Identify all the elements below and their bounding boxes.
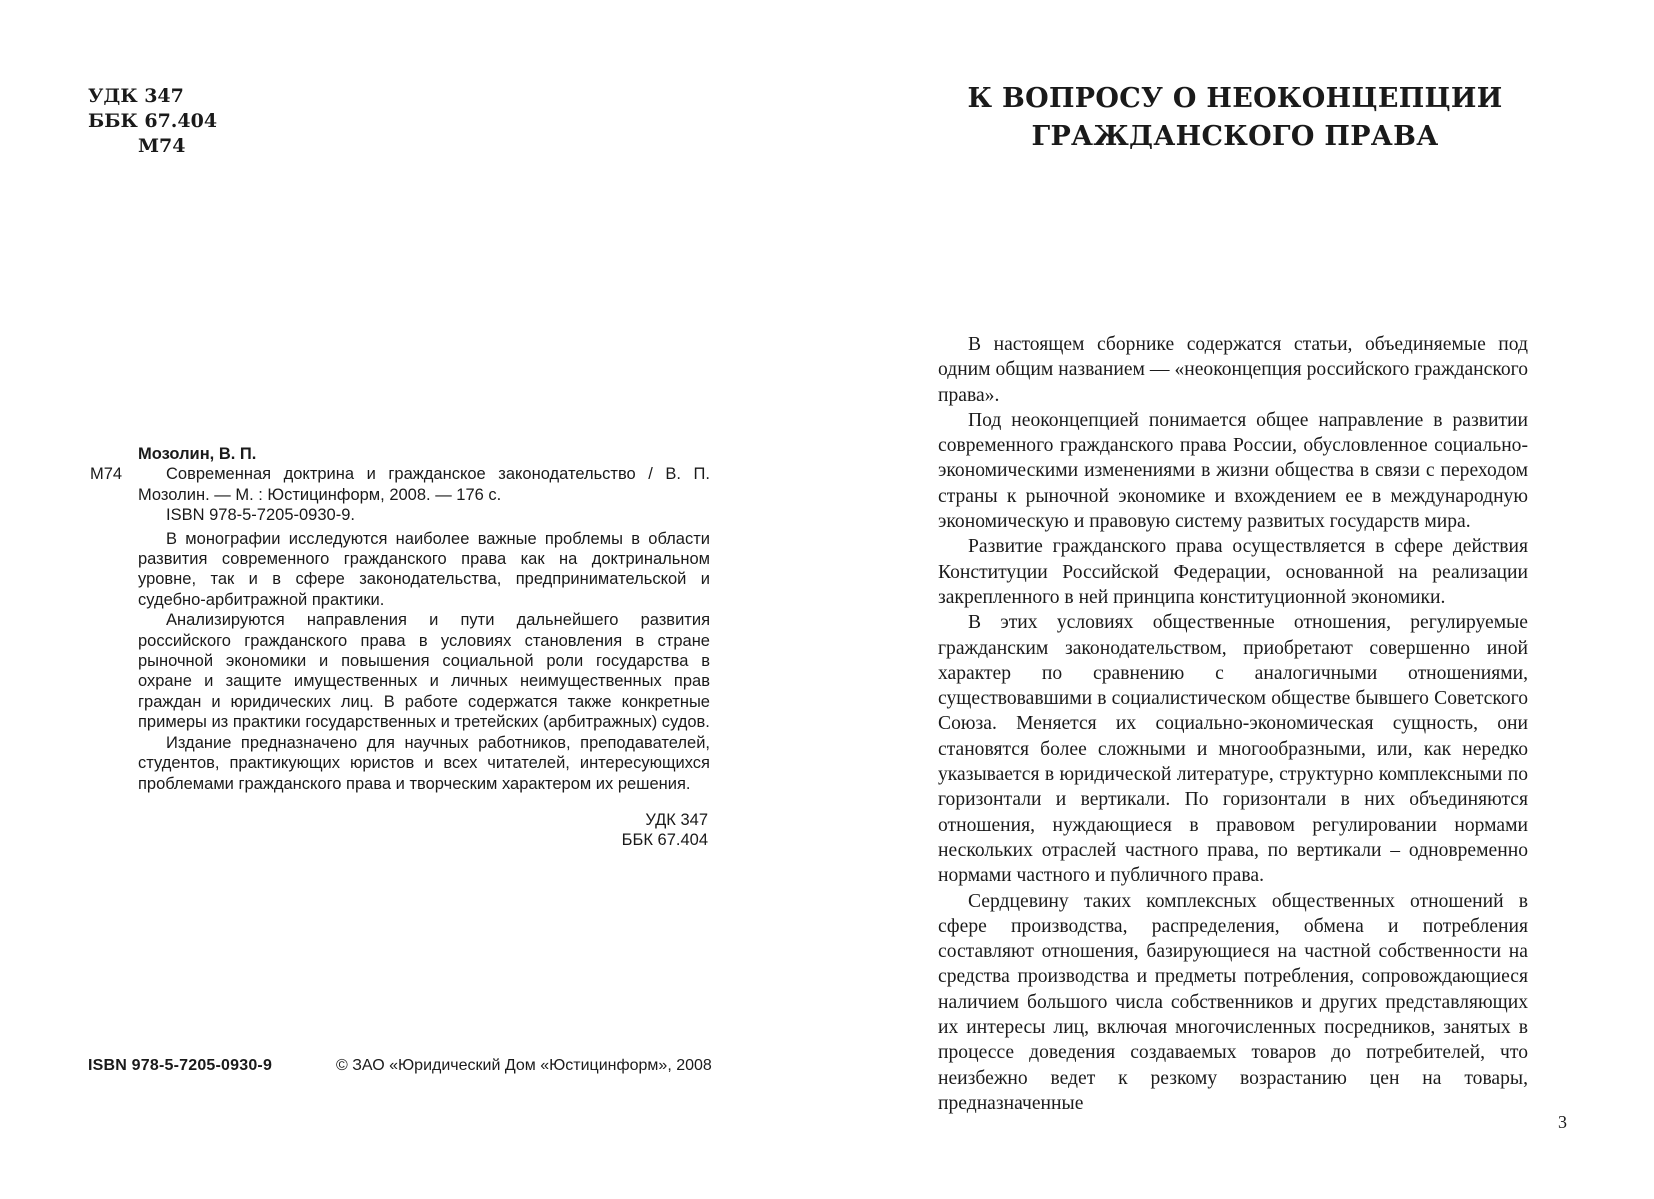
udk-code: УДК 347 bbox=[88, 85, 184, 107]
author-mark: М74 bbox=[138, 135, 186, 157]
page-number: 3 bbox=[1558, 1112, 1567, 1132]
body-paragraph: Развитие гражданского права осуществляется в сфере действия Конституции Российской Федерации, основанной на реализации закрепленного в ней принципа конституционной экономики. bbox=[938, 536, 1528, 608]
body-text bbox=[938, 332, 1528, 1116]
classification-codes bbox=[88, 84, 217, 159]
body-paragraph: В этих условиях общественные отношения, регулируемые гражданским законодательством, приобретают совершенно иной характер по сравнению с аналогичными отношениями, существовавшими в социалистическом обществе бывшего Советского Союза. Меняется их социально-экономическая сущность, они становятся более сложными и многообразными, или, как нередко указывается в юридической литературе, структурно комплексными по горизонтали и вертикали. По горизонтали в них объединяются отношения, нуждающиеся в правовом регулировании нормами нескольких отраслей частного права, по вертикали – одновременно нормами частного и публичного права. bbox=[938, 612, 1528, 887]
annotation-paragraph: Издание предназначено для научных работников, преподавателей, студентов, практикующих юристов и всех читателей, интересующихся проблемами гражданского права и творческим характером их решения. bbox=[138, 733, 710, 793]
footer-isbn: ISBN 978-5-7205-0930-9 bbox=[88, 1057, 273, 1074]
annotation-paragraph: В монографии исследуются наиболее важные проблемы в области развития современного гражданского права как на доктринальном уровне, так и в сфере законодательства, предпринимательской и судебно-арбитражной практики. bbox=[138, 529, 710, 609]
card-codes bbox=[90, 810, 710, 851]
bibliographic-record bbox=[90, 464, 710, 505]
bbk-code: ББК 67.404 bbox=[88, 110, 218, 132]
chapter-title-line: К ВОПРОСУ О НЕОКОНЦЕПЦИИ bbox=[967, 83, 1503, 114]
body-paragraph: Под неоконцепцией понимается общее направление в развитии современного гражданского права России, обусловленное социально-экономическими изменениями в жизни общества в связи с переходом страны к рыночной экономике и вхождением ее в международную экономическую и правовую систему развитых государств мира. bbox=[938, 409, 1528, 533]
annotation-paragraph: Анализируются направления и пути дальнейшего развития российского гражданского права в условиях становления в стране рыночной экономики и повышения социальной роли государства в охране и защите имущественных и личных неимущественных прав граждан и юридических лиц. В работе содержатся также конкретные примеры из практики государственных и третейских (арбитражных) судов. bbox=[138, 611, 710, 732]
body-paragraph: В настоящем сборнике содержатся статьи, объединяемые под одним общим названием — «неоконцепция российского гражданского права». bbox=[938, 334, 1528, 406]
card-udk: УДК 347 bbox=[645, 810, 708, 829]
imprint-footer bbox=[88, 1057, 728, 1075]
chapter-title bbox=[936, 80, 1534, 156]
card-author: Мозолин, В. П. bbox=[138, 445, 257, 463]
body-paragraph: Сердцевину таких комплексных общественных отношений в сфере производства, распределения, обмена и потребления составляют отношения, базирующиеся на частной собственности на средства производства и предметы потребления, сопровождающиеся наличием большого числа собственников и других представляющих их интересы лиц, включая многочисленных посредников, занятых в процессе доведения создаваемых товаров до потребителей, что неизбежно ведет к резкому возрастанию цен на товары, предназначенные bbox=[938, 890, 1528, 1114]
card-isbn: ISBN 978-5-7205-0930-9. bbox=[166, 506, 355, 525]
card-bbk: ББК 67.404 bbox=[621, 831, 708, 850]
catalog-card bbox=[90, 444, 710, 851]
chapter-title-line: ГРАЖДАНСКОГО ПРАВА bbox=[1031, 121, 1439, 152]
copyright-notice: © ЗАО «Юридический Дом «Юстицинформ», 2008 bbox=[336, 1057, 712, 1074]
card-author-mark: М74 bbox=[90, 465, 123, 484]
bibliographic-text: Современная доктрина и гражданское законодательство / В. П. Мозолин. — М. : Юстицинформ, 2008. — 176 с. bbox=[138, 465, 710, 504]
